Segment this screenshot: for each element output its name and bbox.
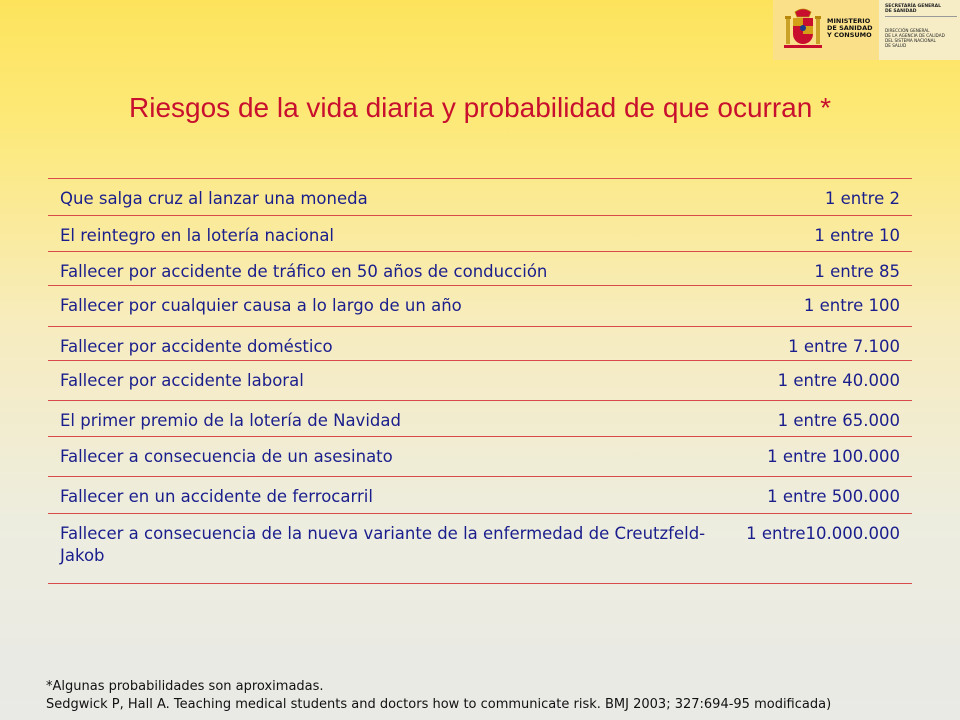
table-row: [48, 401, 912, 437]
table-row: [48, 286, 912, 327]
risk-table: [48, 178, 912, 584]
ministry-line: MINISTERIO: [827, 17, 871, 25]
risk-probability: 1 entre 2: [824, 189, 900, 208]
risk-probability: 1 entre 500.000: [767, 487, 900, 506]
risk-probability: 1 entre10.000.000: [746, 524, 900, 543]
risk-probability: 1 entre 10: [814, 226, 900, 245]
risk-description: Fallecer por accidente doméstico: [60, 337, 333, 356]
secretaria-line: SECRETARÍA GENERAL: [885, 4, 941, 9]
table-row: [48, 179, 912, 216]
footnote-source: Sedgwick P, Hall A. Teaching medical students and doctors how to communicate risk. BMJ 2003; 327:694-95 modificada): [46, 697, 832, 712]
ministry-logo-left: [773, 0, 879, 60]
page-title: Riesgos de la vida diaria y probabilidad de que ocurran *: [129, 92, 831, 123]
direccion-line: DIRECCIÓN GENERAL: [885, 28, 930, 33]
risk-description: Fallecer a consecuencia de un asesinato: [60, 447, 393, 466]
ministry-name: [827, 18, 877, 39]
ministry-line: DE SANIDAD: [827, 24, 873, 32]
risk-probability: 1 entre 100: [803, 296, 900, 315]
direccion-line: DEL SISTEMA NACIONAL: [885, 38, 936, 43]
risk-probability: 1 entre 85: [814, 262, 900, 281]
ministry-line: Y CONSUMO: [827, 31, 872, 39]
table-row: [48, 327, 912, 361]
table-row: [48, 477, 912, 514]
table-row: [48, 514, 912, 584]
direccion-line: DE SALUD: [885, 43, 907, 48]
risk-description: Fallecer por accidente laboral: [60, 371, 304, 390]
risk-description: Fallecer por accidente de tráfico en 50 años de conducción: [60, 262, 548, 281]
risk-description: Fallecer a consecuencia de la nueva variante de la enfermedad de Creutzfeld-Jakob: [60, 524, 706, 565]
risk-description: Que salga cruz al lanzar una moneda: [60, 189, 368, 208]
table-row: [48, 361, 912, 401]
footnote-note: *Algunas probabilidades son aproximadas.: [46, 679, 324, 694]
direccion-text: [885, 28, 959, 48]
risk-description: El reintegro en la lotería nacional: [60, 226, 335, 245]
footnote: [46, 678, 946, 714]
ministry-logo: [773, 0, 960, 60]
table-row: [48, 216, 912, 252]
risk-description: Fallecer en un accidente de ferrocarril: [60, 487, 373, 506]
coat-of-arms-icon: [783, 8, 823, 52]
risk-description: El primer premio de la lotería de Navidad: [60, 411, 401, 430]
table-row: [48, 437, 912, 477]
table-row: [48, 252, 912, 286]
secretaria-line: DE SANIDAD: [885, 9, 917, 14]
risk-probability: 1 entre 40.000: [777, 371, 900, 390]
secretaria-text: [885, 4, 957, 17]
ministry-logo-right: [879, 0, 960, 60]
direccion-line: DE LA AGENCIA DE CALIDAD: [885, 33, 945, 38]
risk-probability: 1 entre 65.000: [777, 411, 900, 430]
risk-probability: 1 entre 7.100: [788, 337, 900, 356]
risk-probability: 1 entre 100.000: [767, 447, 900, 466]
risk-description: Fallecer por cualquier causa a lo largo de un año: [60, 296, 462, 315]
